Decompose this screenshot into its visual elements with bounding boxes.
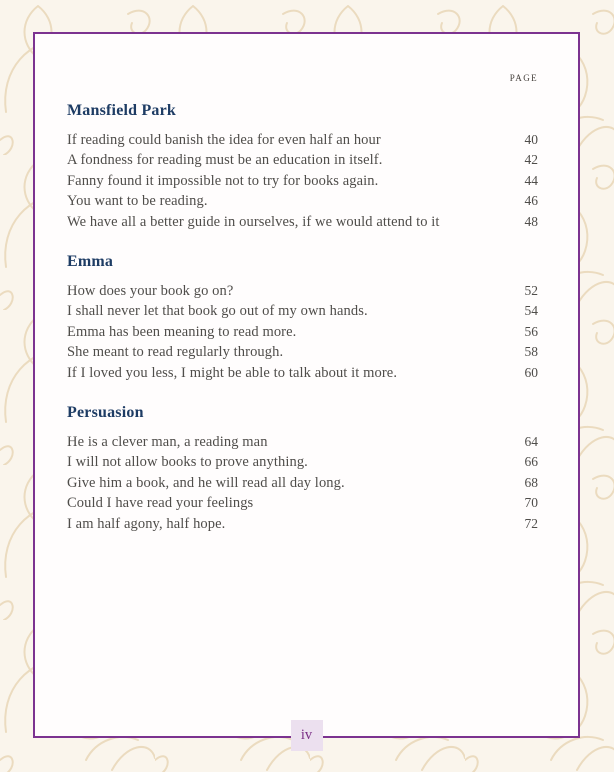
page-number: 52 [524,283,538,299]
quote-text: A fondness for reading must be an education in itself. [67,152,383,169]
page-number: 72 [524,515,538,531]
section-mansfield-park [67,102,538,232]
contents-card [33,32,580,743]
toc-row [67,130,538,150]
quote-text: Emma has been meaning to read more. [67,323,297,340]
page-number: 58 [524,344,538,360]
quote-text: I shall never let that book go out of my own hands. [67,303,368,320]
quote-text: You want to be reading. [67,193,208,210]
quote-text: Could I have read your feelings [67,495,254,512]
quote-text: Fanny found it impossible not to try for books again. [67,172,379,189]
toc-row [67,363,538,383]
section-title: Mansfield Park [67,102,177,119]
toc-row [67,514,538,534]
toc-row [67,322,538,342]
page-number: 68 [524,474,538,490]
quote-text: If reading could banish the idea for even half an hour [67,132,381,148]
section-emma [67,253,538,383]
toc-row [67,281,538,301]
page-number: 64 [524,434,538,450]
page-number: 44 [524,172,538,188]
quote-text: She meant to read regularly through. [67,344,284,361]
quote-text: He is a clever man, a reading man [67,434,268,451]
page-number: 70 [524,495,538,511]
quote-text: I am half agony, half hope. [67,515,226,532]
page-number: 54 [524,303,538,319]
page-number: 60 [524,364,538,380]
toc-row [67,191,538,211]
toc-row [67,150,538,170]
quote-text: Give him a book, and he will read all day long. [67,474,345,491]
toc-row [67,301,538,321]
toc-row [67,432,538,452]
page-column-label: PAGE [509,73,538,83]
folio-badge [291,720,323,751]
toc-row [67,452,538,472]
folio-number: iv [300,727,313,743]
section-title: Persuasion [67,404,144,422]
section-persuasion [67,404,538,534]
page-number: 42 [524,152,538,168]
page-number: 56 [524,323,538,339]
section-title: Emma [67,253,114,271]
page-number: 40 [524,132,538,147]
quote-text: I will not allow books to prove anything. [67,454,308,471]
page-number: 46 [524,193,538,209]
quote-text: We have all a better guide in ourselves, if we would attend to it [67,213,440,230]
toc-row [67,493,538,513]
toc-row [67,171,538,191]
quote-text: How does your book go on? [67,283,234,300]
quote-text: If I loved you less, I might be able to talk about it more. [67,364,398,381]
toc-row [67,342,538,362]
toc-row [67,473,538,493]
page-number: 66 [524,454,538,470]
page-number: 48 [524,213,538,229]
toc-row [67,212,538,232]
